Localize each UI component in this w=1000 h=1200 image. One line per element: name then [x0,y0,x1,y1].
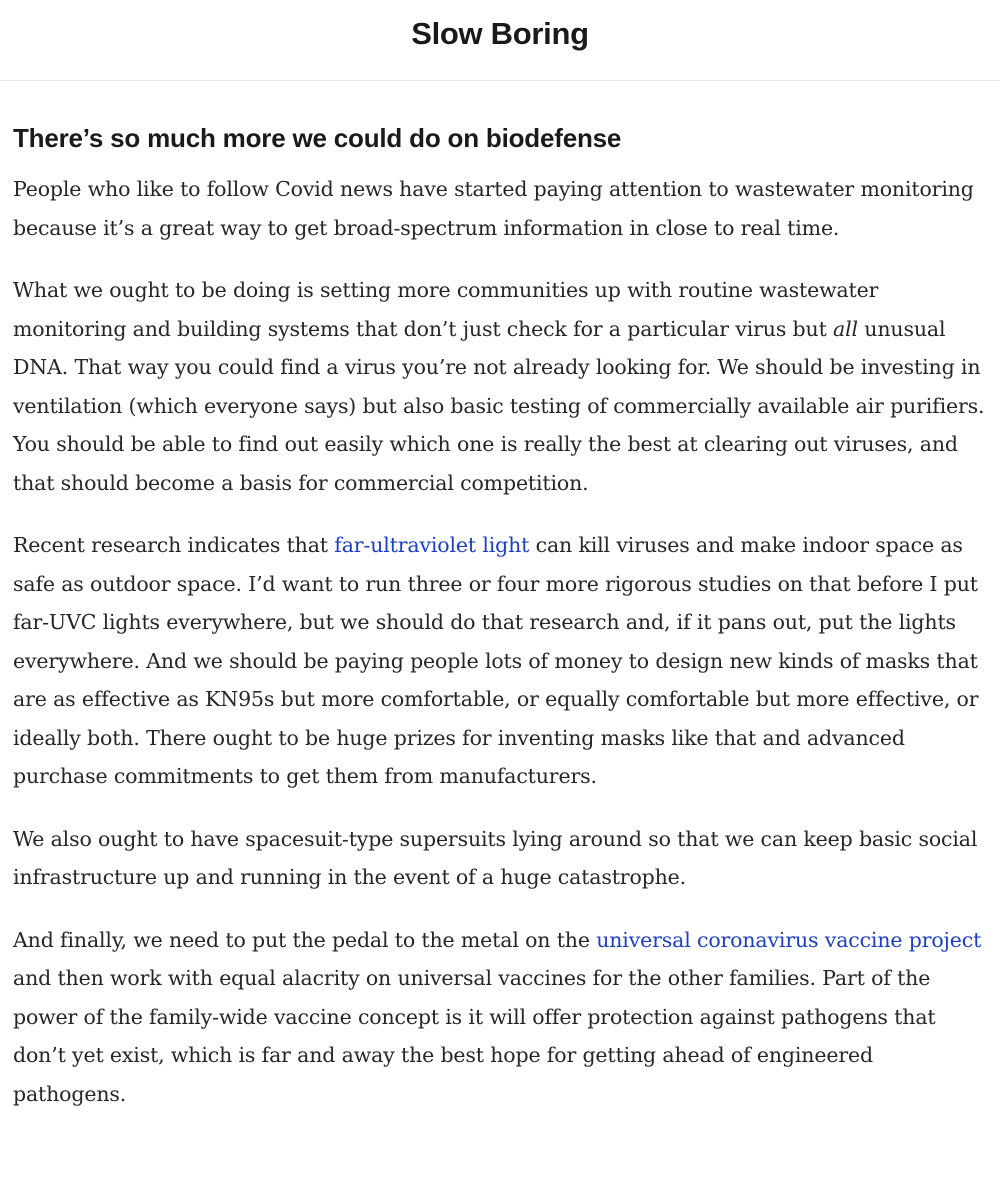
paragraph-text: And finally, we need to put the pedal to the metal on the [13,927,597,952]
paragraph-text: can kill viruses and make indoor space as safe as outdoor space. I’d want to run three or four more rigorous studies on that before I put far-UVC lights everywhere, but we should do that research and, if it pans out, put the lights everywhere. And we should be paying people lots of money to design new kinds of masks that are as effective as KN95s but more comfortable, or equally comfortable but more effective, or ideally both. There ought to be huge prizes for inventing masks like that and advanced purchase commitments to get them from manufacturers. [13,533,979,788]
paragraph-supersuits: We also ought to have spacesuit-type supersuits lying around so that we can keep basic social infrastructure up and running in the event of a huge catastrophe. [13,826,978,889]
far-ultraviolet-link[interactable]: far-ultraviolet light [334,533,530,557]
post-body [13,118,988,1113]
post-heading: There’s so much more we could do on biodefense [13,123,622,153]
italic-emphasis: all [833,316,858,341]
paragraph-text: Recent research indicates that [13,533,335,557]
paragraph-vaccines [13,921,988,1114]
paragraph-far-uvc [13,526,988,796]
paragraph-wastewater: People who like to follow Covid news have started paying attention to wastewater monitoring because it’s a great way to get broad-spectrum information in close to real time. [13,177,974,240]
site-header [0,0,1000,81]
paragraph-text: What we ought to be doing is setting more communities up with routine wastewater monitoring and building systems that don’t just check for a particular virus but [13,278,879,341]
paragraph-monitoring [13,271,988,502]
paragraph-text: unusual DNA. That way you could find a virus you’re not already looking for. We should be investing in ventilation (which everyone says) but also basic testing of commercially available air purifiers. You should be able to find out easily which one is really the best at clearing out viruses, and that should become a basis for commercial competition. [13,316,985,495]
paragraph-text: and then work with equal alacrity on universal vaccines for the other families. Part of the power of the family-wide vaccine concept is it will offer protection against pathogens that don’t yet exist, which is far and away the best hope for getting ahead of engineered pathogens. [13,966,936,1106]
universal-vaccine-link[interactable]: universal coronavirus vaccine project [596,927,982,952]
publication-title[interactable]: Slow Boring [411,16,589,51]
